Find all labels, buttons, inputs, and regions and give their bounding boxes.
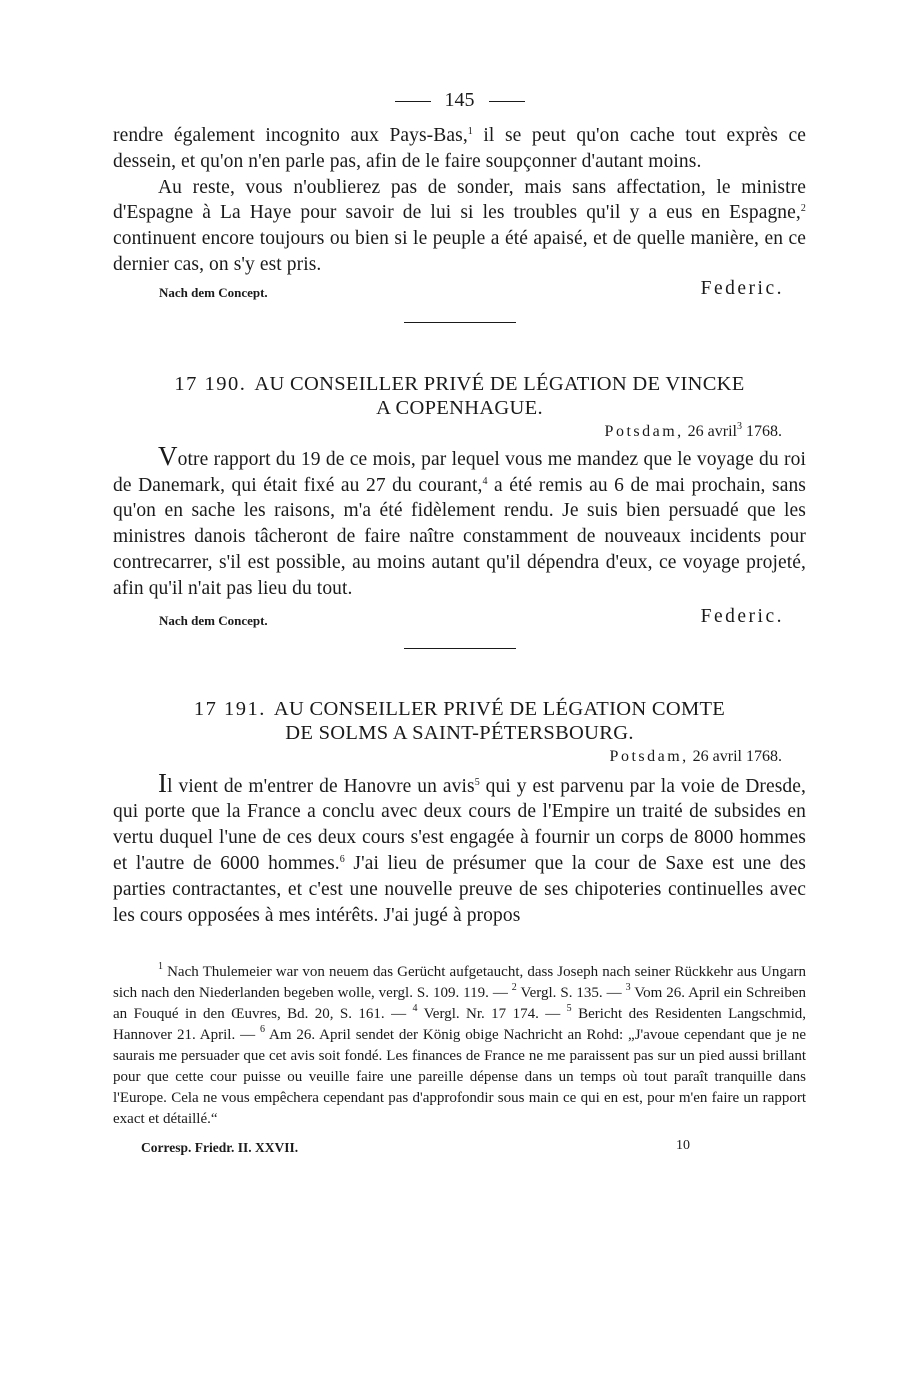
place: Potsdam,	[609, 747, 689, 765]
dateline	[113, 420, 806, 444]
signature: Federic.	[700, 605, 784, 627]
source-note: Nach dem Concept.	[159, 612, 268, 628]
dateline	[113, 745, 806, 769]
closing-line	[113, 278, 806, 304]
footnote-text: Bericht des Residenten Langschmid, Hannover 21. April. —	[113, 1006, 806, 1044]
dash-right	[489, 101, 525, 102]
text: a été remis au 6 de mai prochain, sans qu'on en sache les raisons, m'a été fidèlement rendu. Je suis bien persuadé que les ministres danois tâcheront de faire naître constamment de nouveaux incidents pour contrecarrer, s'il est possible, au moins autant qu'il dépendra d'eux, ce voyage projeté, afin qu'il n'ait pas lieu du tout.	[113, 474, 806, 599]
heading-line: AU CONSEILLER PRIVÉ DE LÉGATION COMTE	[273, 697, 726, 720]
footnote-ref-3: 3	[737, 420, 742, 432]
letter-body	[113, 440, 806, 602]
signature-mark: 10	[676, 1138, 690, 1154]
letter-number: 17 190.	[174, 372, 247, 395]
initial-letter: V	[158, 440, 178, 471]
date: 26 avril	[687, 422, 737, 440]
footnote-number: 3	[625, 982, 631, 994]
source-citation: Corresp. Friedr. II. XXVII.	[141, 1140, 299, 1156]
paragraph-reste	[113, 175, 806, 278]
letter-body	[113, 767, 806, 929]
heading-line: AU CONSEILLER PRIVÉ DE LÉGATION DE VINCKE	[254, 372, 745, 395]
footnote-number: 2	[511, 982, 517, 994]
footnote-ref-5: 5	[474, 776, 480, 788]
footnote-text: Vergl. Nr. 17 174. —	[417, 1006, 567, 1023]
footnote-number: 6	[259, 1024, 265, 1036]
footnote-ref-4: 4	[482, 475, 488, 487]
text: otre rapport du 19 de ce mois, par lequel vous me mandez que le voyage du roi de Danemark, qui était fixé au 27 du courant,	[113, 448, 806, 496]
footnote-text: Am 26. April sendet der König obige Nachricht an Rohd: „J'avoue cependant que je ne saurais me persuader que cet avis soit fondé. Les finances de France ne me paraissent pas sur un pied aussi brillant pour que cette cour puisse ou veuille faire une pareille dépense dans un temps où tout paraît tranquille dans l'Europe. Cela ne vous empêchera cependant pas d'approfondir sous main ce qui en est, pour m'en faire un rapport exact et détaillé.“	[113, 1027, 806, 1128]
initial-letter: I	[158, 767, 168, 798]
heading-line: A COPENHAGUE.	[376, 396, 543, 419]
text: J'ai lieu de présumer que la cour de Saxe est une des parties contractantes, et c'est une nouvelle preuve de ses chipoteries continuelles avec les cours opposées à mes intérêts. J'ai jugé à propos	[113, 852, 806, 926]
page-number: 145	[444, 89, 475, 111]
paragraph-continuation	[113, 123, 806, 175]
dash-left	[395, 101, 431, 102]
letter-number: 17 191.	[193, 697, 266, 720]
running-head	[113, 86, 806, 114]
closing-line	[113, 606, 806, 632]
text: il se peut qu'on cache tout exprès ce dessein, et qu'on n'en parle pas, afin de le faire soupçonner d'autant moins.	[113, 125, 806, 172]
footnote-ref-1: 1	[467, 126, 473, 137]
footnote-ref-2: 2	[800, 203, 806, 215]
text: continuent encore toujours ou bien si le peuple a été apaisé, et de quelle manière, en ce dernier cas, on s'y est pris.	[113, 228, 806, 275]
text: qui y est parvenu par la voie de Dresde, qui porte que la France a conclu avec deux cours de l'Empire un traité de subsides en vertu duquel l'une de ces deux cours s'est engagée à fournir un corps de 8000 hommes et l'autre de 6000 hommes.	[113, 775, 806, 874]
page-footer	[113, 1138, 806, 1160]
footnote-text: Vom 26. April ein Schreiben an Fouqué in den Œuvres, Bd. 20, S. 161. —	[113, 985, 806, 1023]
footnotes	[113, 962, 806, 1130]
place: Potsdam,	[604, 422, 684, 440]
footnote-number: 4	[412, 1003, 418, 1015]
footnote-number: 1	[158, 961, 163, 973]
letter-heading	[113, 697, 806, 745]
letter-heading	[113, 372, 806, 420]
text: rendre également incognito aux Pays-Bas,	[113, 125, 468, 146]
document-page	[113, 86, 806, 1160]
text: l vient de m'entrer de Hanovre un avis	[167, 775, 475, 797]
footnote-text: Vergl. S. 135. —	[516, 985, 626, 1002]
footnote-text: Nach Thulemeier war von neuem das Gerücht aufgetaucht, dass Joseph nach seiner Rückkehr aus Ungarn sich nach den Niederlanden begeben wolle, vergl. S. 109. 119. —	[113, 964, 806, 1002]
footnote-ref-6: 6	[339, 853, 345, 865]
date: 26 avril 1768.	[692, 747, 782, 765]
text: Au reste, vous n'oublierez pas de sonder, mais sans affectation, le ministre d'Espagne à La Haye pour savoir de lui si les troubles qu'il y a eus en Espagne,	[113, 176, 806, 224]
heading-line: DE SOLMS A SAINT-PÉTERSBOURG.	[285, 721, 634, 744]
footnote-number: 5	[566, 1003, 572, 1015]
signature: Federic.	[700, 277, 784, 299]
source-note: Nach dem Concept.	[159, 284, 268, 300]
date-year: 1768.	[742, 422, 782, 440]
